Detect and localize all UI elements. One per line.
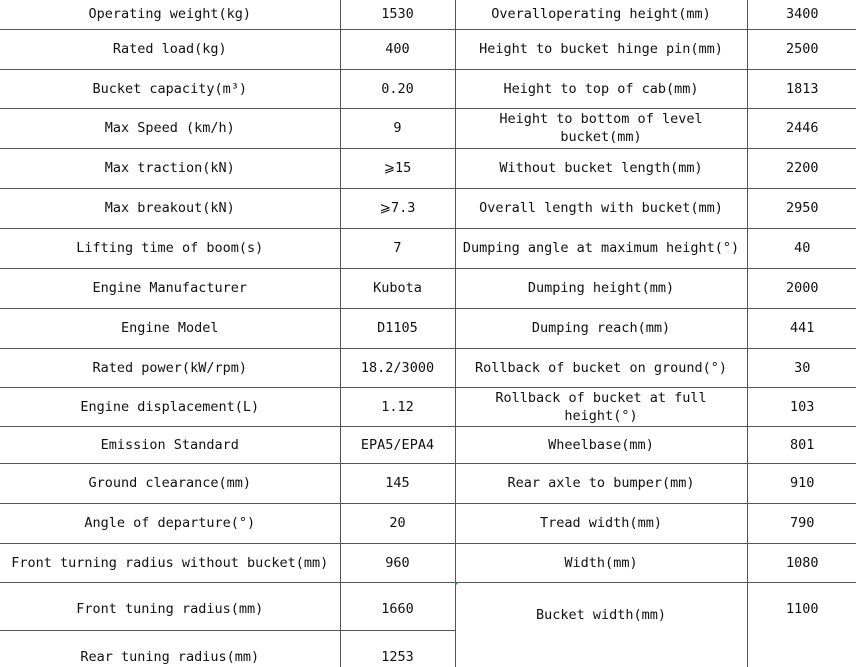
spec-value: 441 bbox=[747, 308, 856, 348]
spec-label: Without bucket length(mm) bbox=[455, 148, 747, 188]
table-row bbox=[0, 108, 856, 148]
spec-label: Rated load(kg) bbox=[0, 29, 340, 69]
spec-label: Rear axle to bumper(mm) bbox=[455, 463, 747, 503]
spec-value: 7 bbox=[340, 228, 455, 268]
spec-label: Height to bottom of level bucket(mm) bbox=[455, 108, 747, 148]
spec-value: 801 bbox=[747, 426, 856, 463]
spec-value: ⩾15 bbox=[340, 148, 455, 188]
table-row bbox=[0, 188, 856, 228]
spec-value: D1105 bbox=[340, 308, 455, 348]
spec-label: Ground clearance(mm) bbox=[0, 463, 340, 503]
spec-value: 3400 bbox=[747, 0, 856, 29]
spec-label: Wheelbase(mm) bbox=[455, 426, 747, 463]
spec-value: 2446 bbox=[747, 108, 856, 148]
spec-value: 2000 bbox=[747, 268, 856, 308]
table-row bbox=[0, 348, 856, 387]
spec-label: Dumping height(mm) bbox=[455, 268, 747, 308]
spec-value: 2950 bbox=[747, 188, 856, 228]
spec-label: Operating weight(kg) bbox=[0, 0, 340, 29]
spec-label: Engine Model bbox=[0, 308, 340, 348]
spec-value: 1530 bbox=[340, 0, 455, 29]
spec-value: EPA5/EPA4 bbox=[340, 426, 455, 463]
table-row bbox=[0, 268, 856, 308]
spec-label: Bucket width(mm) bbox=[455, 582, 747, 667]
spec-value: 0.20 bbox=[340, 69, 455, 108]
spec-label: Overall length with bucket(mm) bbox=[455, 188, 747, 228]
spec-label: Emission Standard bbox=[0, 426, 340, 463]
table-row bbox=[0, 503, 856, 543]
spec-label: Lifting time of boom(s) bbox=[0, 228, 340, 268]
spec-value: 960 bbox=[340, 543, 455, 582]
table-row bbox=[0, 228, 856, 268]
spec-label: Tread width(mm) bbox=[455, 503, 747, 543]
table-row bbox=[0, 0, 856, 29]
spec-label: Max breakout(kN) bbox=[0, 188, 340, 228]
spec-value: 20 bbox=[340, 503, 455, 543]
spec-value: 40 bbox=[747, 228, 856, 268]
spec-label: Height to bucket hinge pin(mm) bbox=[455, 29, 747, 69]
table-row bbox=[0, 29, 856, 69]
spec-label: Max traction(kN) bbox=[0, 148, 340, 188]
spec-label: Dumping reach(mm) bbox=[455, 308, 747, 348]
spec-label: Angle of departure(°) bbox=[0, 503, 340, 543]
table-row bbox=[0, 543, 856, 582]
spec-label: Rollback of bucket at full height(°) bbox=[455, 387, 747, 426]
spec-label: Overalloperating height(mm) bbox=[455, 0, 747, 29]
spec-value: 103 bbox=[747, 387, 856, 426]
spec-value: 1813 bbox=[747, 69, 856, 108]
spec-value: 18.2/3000 bbox=[340, 348, 455, 387]
table-row bbox=[0, 463, 856, 503]
spec-value: ⩾7.3 bbox=[340, 188, 455, 228]
spec-value: Kubota bbox=[340, 268, 455, 308]
spec-value: 1.12 bbox=[340, 387, 455, 426]
cell-comment-marker bbox=[455, 582, 459, 586]
spec-value: 790 bbox=[747, 503, 856, 543]
spec-value: 1253 bbox=[340, 630, 455, 667]
spec-label: Dumping angle at maximum height(°) bbox=[455, 228, 747, 268]
spec-label: Rated power(kW/rpm) bbox=[0, 348, 340, 387]
spec-value: 400 bbox=[340, 29, 455, 69]
spec-label: Rollback of bucket on ground(°) bbox=[455, 348, 747, 387]
spec-value: 30 bbox=[747, 348, 856, 387]
spec-value: 2500 bbox=[747, 29, 856, 69]
spec-label: Front tuning radius(mm) bbox=[0, 582, 340, 630]
spec-label: Engine displacement(L) bbox=[0, 387, 340, 426]
table-row bbox=[0, 148, 856, 188]
spec-value: 145 bbox=[340, 463, 455, 503]
table-row bbox=[0, 308, 856, 348]
spec-label: Max Speed (km/h) bbox=[0, 108, 340, 148]
spec-label: Height to top of cab(mm) bbox=[455, 69, 747, 108]
spec-value: 1660 bbox=[340, 582, 455, 630]
spec-label: Front turning radius without bucket(mm) bbox=[0, 543, 340, 582]
spec-label: Rear tuning radius(mm) bbox=[0, 630, 340, 667]
spec-value: 2200 bbox=[747, 148, 856, 188]
table-row bbox=[0, 426, 856, 463]
spec-value: 910 bbox=[747, 463, 856, 503]
spec-value: 1080 bbox=[747, 543, 856, 582]
spec-label: Engine Manufacturer bbox=[0, 268, 340, 308]
table-row bbox=[0, 387, 856, 426]
spec-value: 1100 bbox=[747, 582, 856, 667]
spec-label: Bucket capacity(m³) bbox=[0, 69, 340, 108]
spec-label: Width(mm) bbox=[455, 543, 747, 582]
table-row bbox=[0, 69, 856, 108]
spec-value: 9 bbox=[340, 108, 455, 148]
table-row bbox=[0, 582, 856, 630]
